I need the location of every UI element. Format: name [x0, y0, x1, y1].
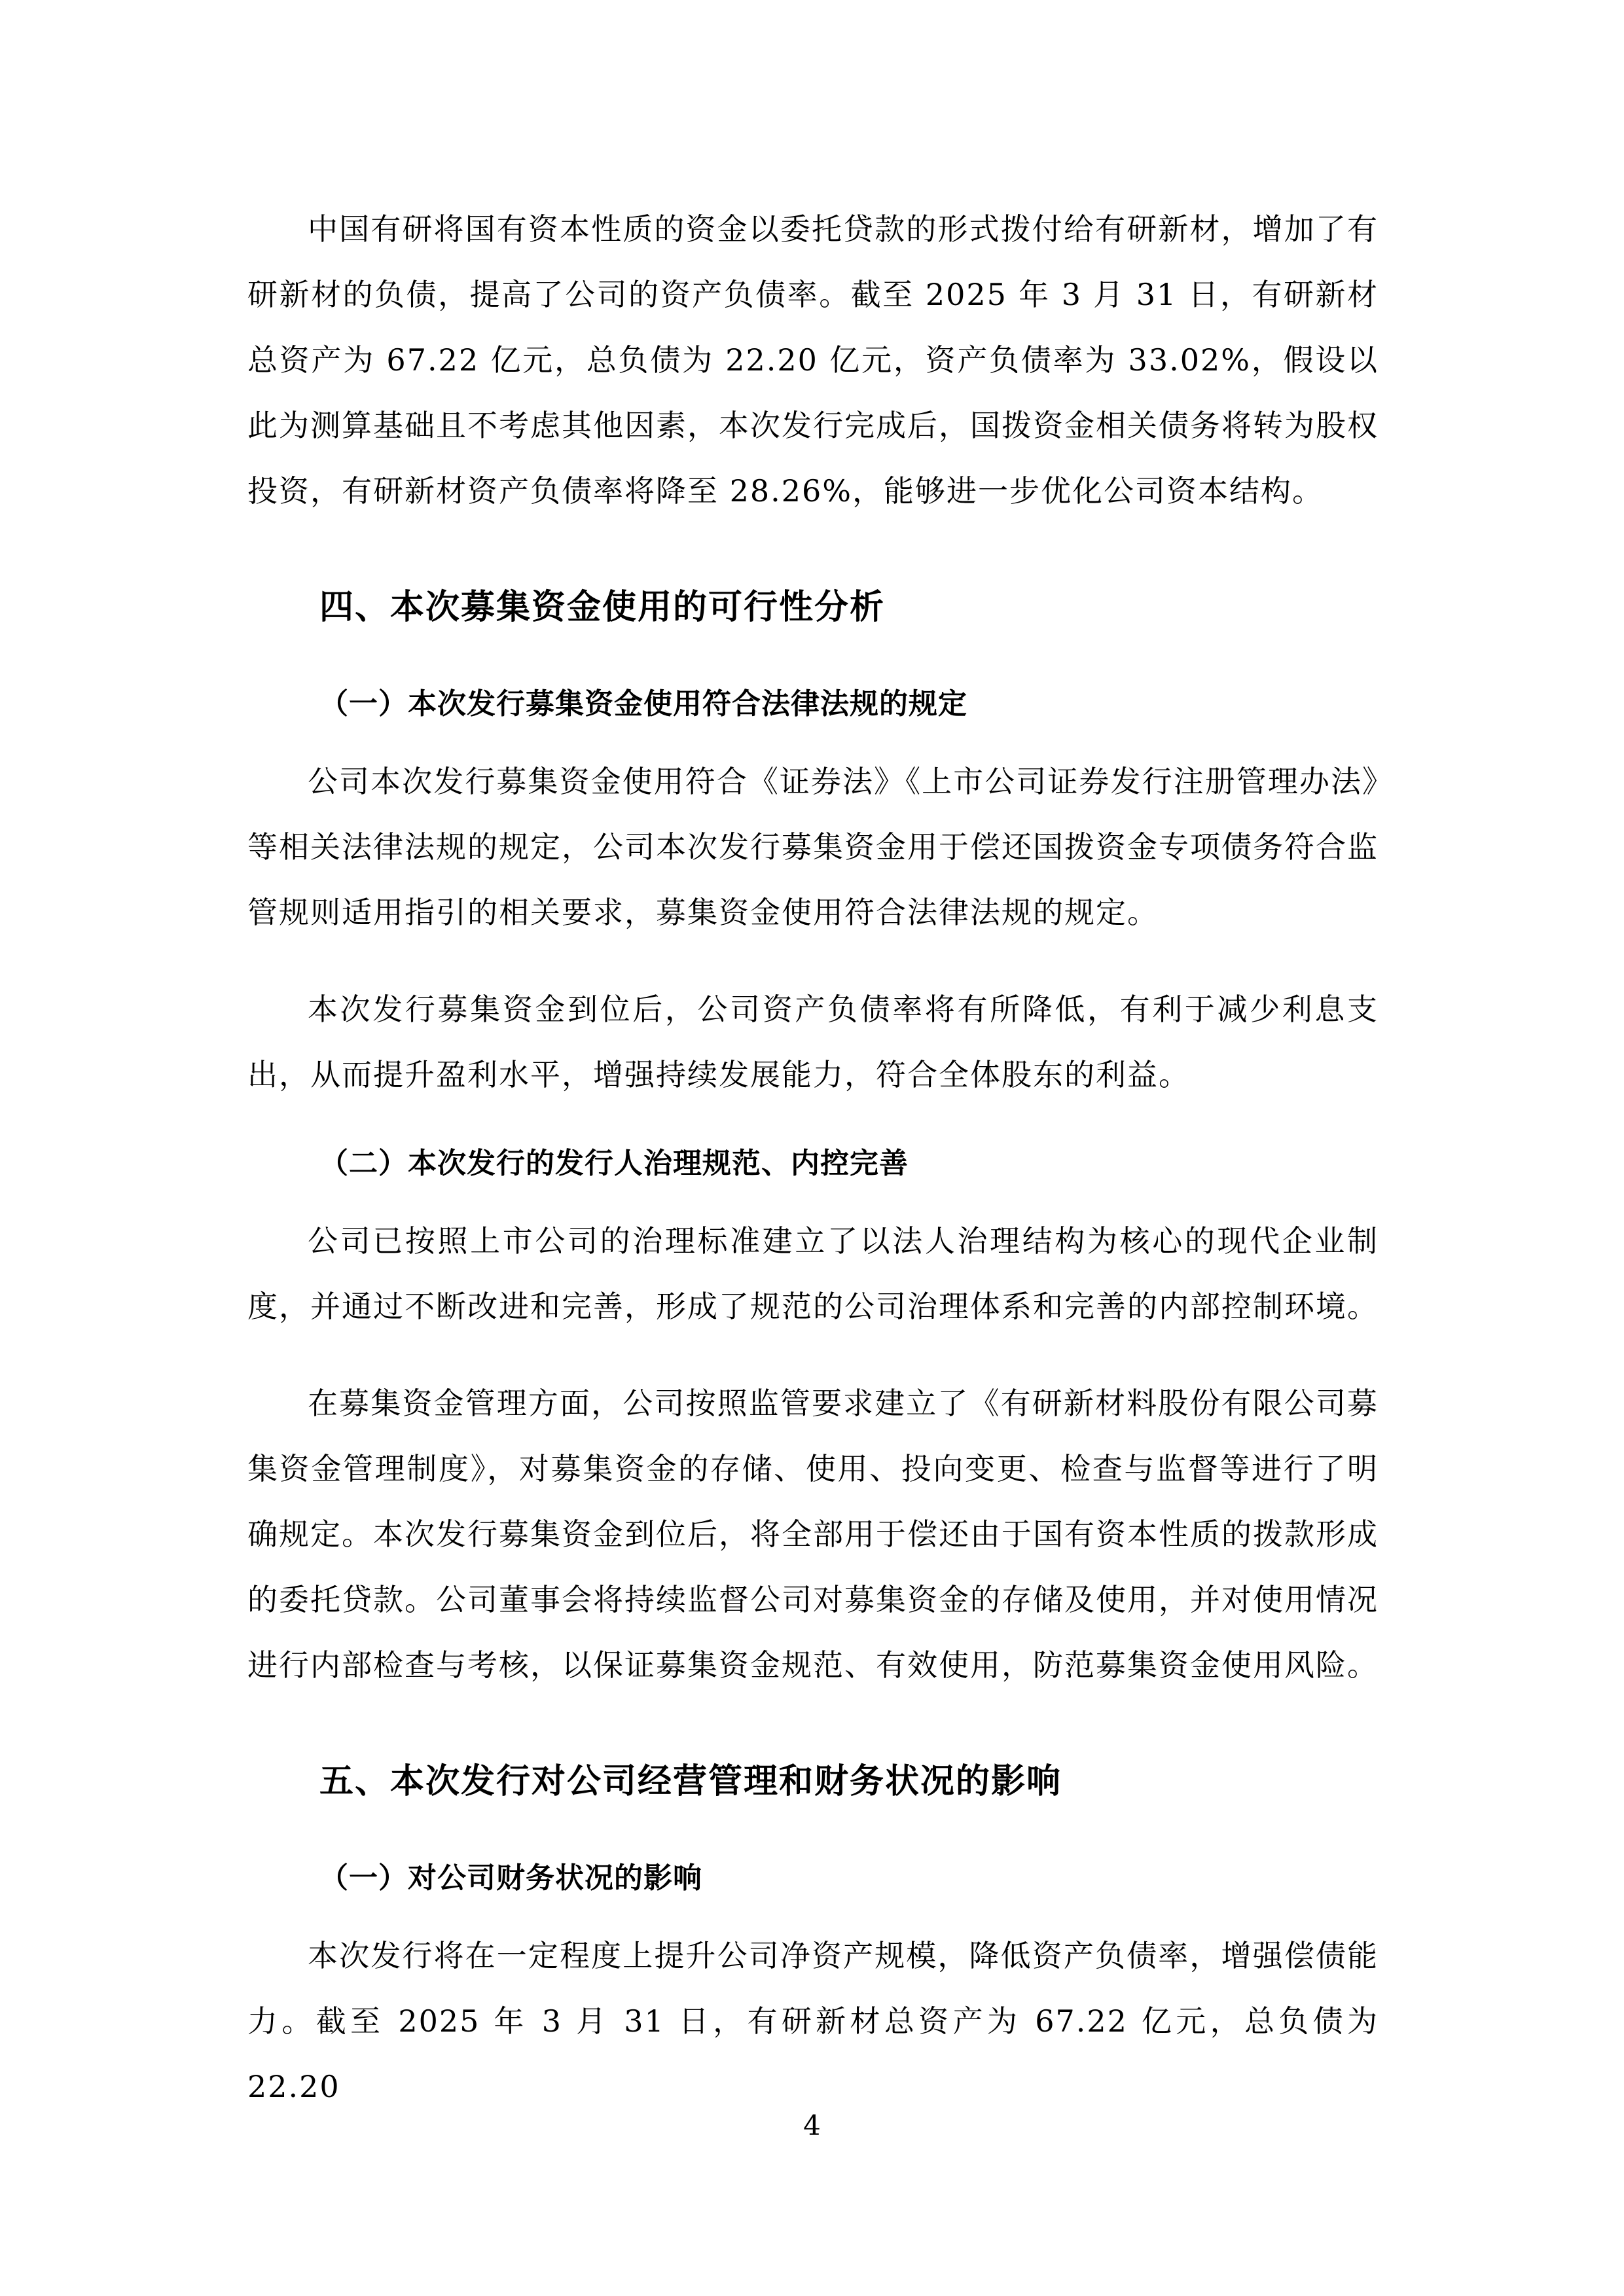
paragraph-financial-impact: 本次发行将在一定程度上提升公司净资产规模，降低资产负债率，增强偿债能力。截至 2025 年 3 月 31 日，有研新材总资产为 67.22 亿元，总负债为 22.20	[247, 1938, 1379, 2104]
paragraph-legal-compliance: 公司本次发行募集资金使用符合《证券法》《上市公司证券发行注册管理办法》等相关法律法规的规定，公司本次发行募集资金用于偿还国拨资金专项债务符合监管规则适用指引的相关要求，募集资金使用符合法律法规的规定。	[247, 764, 1379, 930]
paragraph-debt-ratio-reduction: 本次发行募集资金到位后，公司资产负债率将有所降低，有利于减少利息支出，从而提升盈利水平，增强持续发展能力，符合全体股东的利益。	[247, 992, 1379, 1092]
section-heading-impact: 五、本次发行对公司经营管理和财务状况的影响	[319, 1762, 1062, 1801]
paragraph-governance: 公司已按照上市公司的治理标准建立了以法人治理结构为核心的现代企业制度，并通过不断改进和完善，形成了规范的公司治理体系和完善的内部控制环境。	[247, 1223, 1379, 1324]
page-number: 4	[803, 2109, 821, 2142]
paragraph-capital-structure: 中国有研将国有资本性质的资金以委托贷款的形式拨付给有研新材，增加了有研新材的负债，提高了公司的资产负债率。截至 2025 年 3 月 31 日，有研新材总资产为 67.22 亿元，总负债为 22.20 亿元，资产负债率为 33.02%，假设以此为测算基础且不考虑其他因素，本次发行完成后，国拨资金相关债务将转为股权投资，有研新材资产负债率将降至 28.26%，能够进一步优化公司资本结构。	[247, 211, 1379, 509]
page-body	[247, 196, 1379, 2119]
section-heading-feasibility: 四、本次募集资金使用的可行性分析	[319, 588, 886, 627]
subsection-heading-governance: （二）本次发行的发行人治理规范、内控完善	[319, 1147, 909, 1180]
subsection-heading-financial-impact: （一）对公司财务状况的影响	[319, 1861, 702, 1895]
paragraph-fund-management: 在募集资金管理方面，公司按照监管要求建立了《有研新材料股份有限公司募集资金管理制度》，对募集资金的存储、使用、投向变更、检查与监督等进行了明确规定。本次发行募集资金到位后，将全部用于偿还由于国有资本性质的拨款形成的委托贷款。公司董事会将持续监督公司对募集资金的存储及使用，并对使用情况进行内部检查与考核，以保证募集资金规范、有效使用，防范募集资金使用风险。	[247, 1386, 1379, 1683]
subsection-heading-legal-compliance: （一）本次发行募集资金使用符合法律法规的规定	[319, 687, 967, 721]
